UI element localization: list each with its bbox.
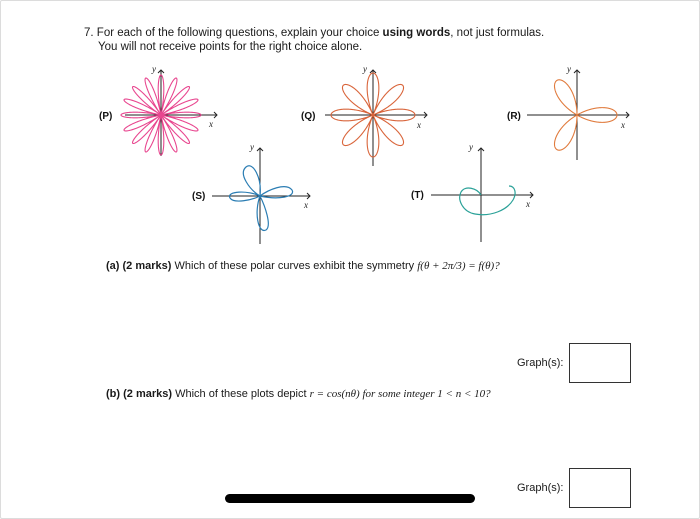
plot-q-x-label: x	[417, 120, 421, 130]
question-text-bold: using words	[382, 27, 451, 39]
part-b-question	[106, 388, 491, 400]
plot-s-label: (S)	[192, 191, 206, 202]
question-prompt-line2: You will not receive points for the right choice alone.	[98, 41, 363, 53]
question-text-post: , not just formulas.	[450, 27, 545, 39]
part-b-text: Which of these plots depict	[175, 388, 310, 400]
question-number: 7.	[84, 27, 94, 39]
plot-t-y-label: y	[469, 142, 473, 152]
part-a-question	[106, 260, 500, 272]
plot-s-y-label: y	[250, 142, 254, 152]
plot-s	[190, 140, 320, 246]
part-b-tag: (b)	[106, 388, 121, 400]
plot-p-x-label: x	[209, 119, 213, 129]
part-b-answer-box[interactable]	[569, 468, 631, 508]
plot-q-label: (Q)	[301, 111, 316, 122]
plot-s-x-label: x	[304, 200, 308, 210]
part-a-tag: (a)	[106, 260, 120, 272]
part-b-answer-label: Graph(s):	[517, 482, 564, 494]
plot-t-label: (T)	[411, 190, 424, 201]
part-b-marks: (2 marks)	[123, 388, 173, 400]
plot-s-curve	[230, 166, 293, 231]
plot-r-x-label: x	[621, 120, 625, 130]
question-text-pre: For each of the following questions, explain your choice	[96, 27, 383, 39]
plot-q-y-label: y	[363, 64, 367, 74]
plot-t-x-label: x	[526, 199, 530, 209]
part-b-formula: r = cos(nθ) for some integer 1 < n < 10?	[309, 388, 491, 400]
part-a-answer-label: Graph(s):	[517, 357, 564, 369]
home-indicator-bar[interactable]	[225, 494, 475, 503]
question-prompt-line1	[84, 25, 544, 41]
plot-p-label: (P)	[99, 111, 113, 122]
part-a-answer-box[interactable]	[569, 343, 631, 383]
plot-r-y-label: y	[567, 64, 571, 74]
plot-r-label: (R)	[507, 111, 521, 122]
part-a-formula: f(θ + 2π/3) = f(θ)?	[417, 260, 500, 272]
plot-t	[405, 140, 545, 244]
plot-p-y-label: y	[152, 64, 156, 74]
part-a-marks: (2 marks)	[122, 260, 172, 272]
plot-t-curve	[460, 186, 515, 215]
part-a-text: Which of these polar curves exhibit the symmetry	[174, 260, 418, 272]
